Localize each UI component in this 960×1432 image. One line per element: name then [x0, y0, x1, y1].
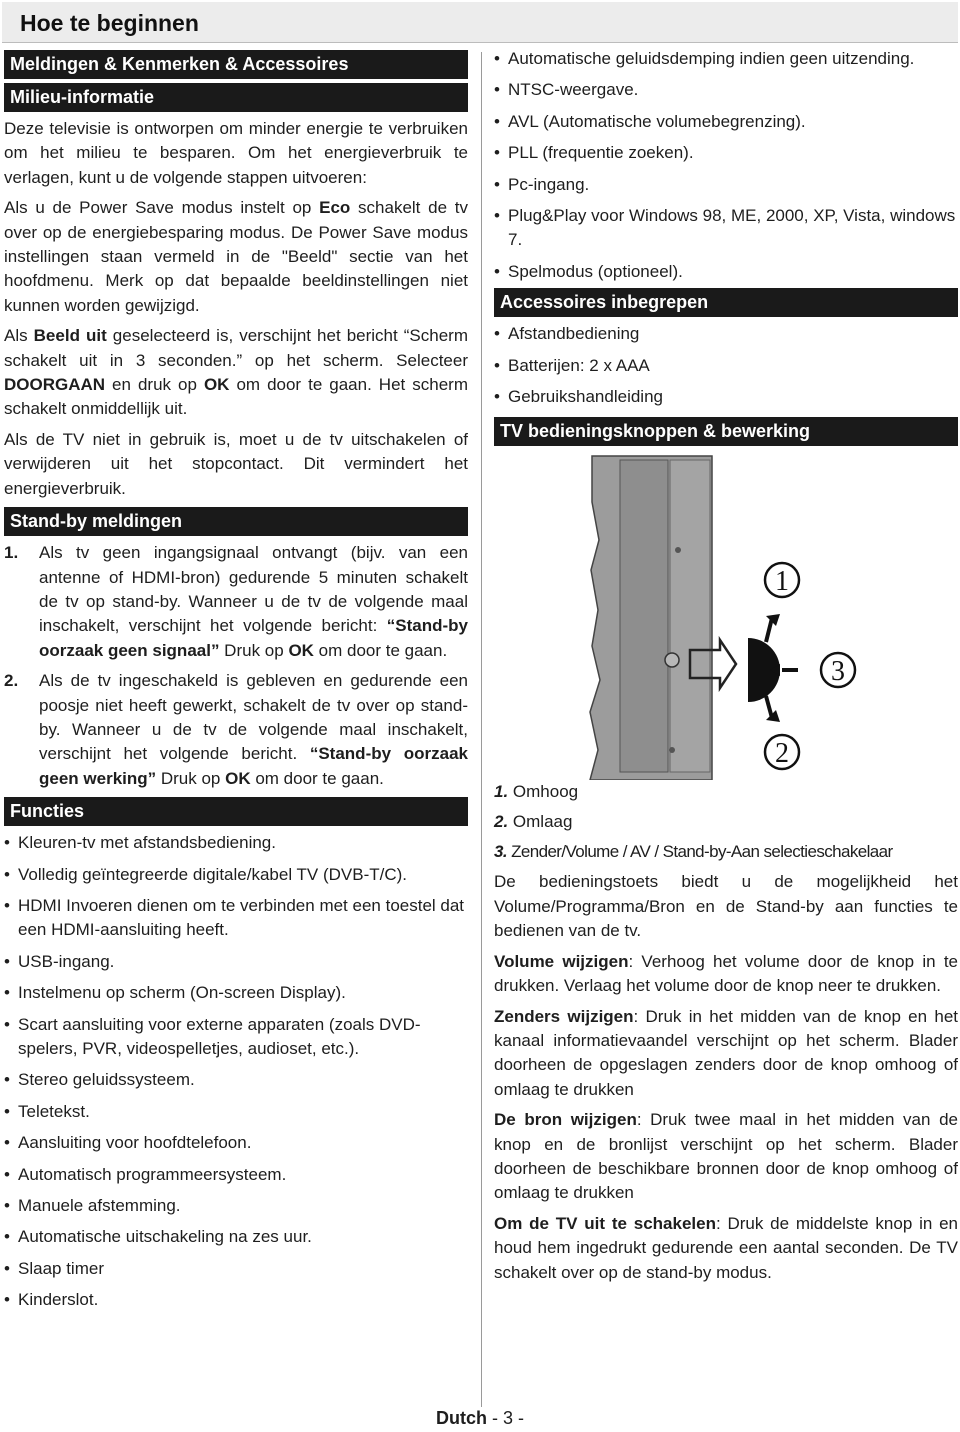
controls-intro: De bedieningstoets biedt u de mogelijkheid het Volume/Programma/Bron en de Stand-by aan functies te bedienen van de tv.: [494, 872, 958, 941]
diagram-caption: 1. Omhoog: [494, 782, 579, 802]
function-item: • Instelmenu op scherm (On-screen Display).: [4, 981, 468, 1005]
diagram-captions: [494, 780, 958, 864]
column-divider: [481, 52, 482, 1407]
function-item: • Volledig geïntegreerde digitale/kabel TV (DVB-T/C).: [4, 863, 468, 887]
function-item: • Spelmodus (optioneel).: [494, 260, 958, 284]
accessory-item: • Gebruikshandleiding: [494, 385, 958, 409]
source-paragraph: De bron wijzigen: Druk twee maal in het midden van de knop en de bronlijst verschijnt op het scherm. Blader doorheen de beschikbare bronnen door de knop omhoog of omlaag te drukken: [494, 1110, 958, 1203]
env-paragraph-1: Deze televisie is ontworpen om minder energie te verbruiken om het milieu te besparen. Om het energieverbruik te verlagen, kunt u de volgende stappen uitvoeren:: [4, 119, 468, 187]
diagram-caption: 2. Omlaag: [494, 812, 573, 832]
diagram-label-3: 3: [831, 656, 845, 688]
env-paragraph-3: Als Beeld uit geselecteerd is, verschijnt het bericht “Scherm schakelt uit in 3 seconden.” op het scherm. Selecteer DOORGAAN en druk op OK om door te gaan. Het scherm schakelt onmiddellijk uit.: [4, 326, 469, 419]
function-item: • Teletekst.: [4, 1100, 468, 1124]
env-paragraph-4: Als de TV niet in gebruik is, moet u de tv uitschakelen of verwijderen uit het stopcontact. Dit vermindert het energieverbruik.: [4, 429, 468, 498]
env-paragraph-2: Als u de Power Save modus instelt op Eco schakelt de tv over op de energiebesparing modus. De Power Save modus instellingen staan vermeld in de "Beeld" sectie van het hoofdmenu. Merk op dat bepaalde beeldinstellingen niet kunnen worden gewijzigd.: [4, 198, 469, 315]
accessory-item: • Afstandbediening: [494, 322, 958, 346]
function-item: • NTSC-weergave.: [494, 78, 958, 102]
function-item: • Stereo geluidssysteem.: [4, 1068, 468, 1092]
volume-paragraph: Volume wijzigen: Verhoog het volume door de knop in te drukken. Verlaag het volume door de knop neer te drukken.: [494, 951, 958, 996]
function-item: • Automatische uitschakeling na zes uur.: [4, 1225, 468, 1249]
accessory-item: • Batterijen: 2 x AAA: [494, 354, 958, 378]
functions-list: [4, 831, 468, 1313]
function-item: • Pc-ingang.: [494, 173, 958, 197]
function-item: • Manuele afstemming.: [4, 1194, 468, 1218]
diagram-caption: 3. Zender/Volume / AV / Stand-by-Aan selectieschakelaar: [494, 842, 893, 862]
section-header-functions: Functies: [4, 797, 468, 826]
footer-page-number: - 3 -: [492, 1408, 525, 1428]
page-header: [2, 2, 958, 43]
function-item: • Kinderslot.: [4, 1288, 468, 1312]
standby-item-2: 2. Als de tv ingeschakeld is gebleven en gedurende een poosje niet heeft gewerkt, schakelt de tv over op stand-by. Wanneer u de tv de volgende maal inschakelt, verschijnt het volgende bericht. “Stand-by oorzaak geen werking” Druk op OK om door te gaan.: [4, 671, 468, 788]
section-header-tv-controls: TV bedieningsknoppen & bewerking: [494, 417, 958, 446]
function-item: • Aansluiting voor hoofdtelefoon.: [4, 1131, 468, 1155]
channel-paragraph: Zenders wijzigen: Druk in het midden van de knop en het kanaal informatievaandel verschijnt op het scherm. Blader doorheen de opgeslagen zenders door de knop omhoog of omlaag te drukken: [494, 1006, 958, 1099]
function-item: • HDMI Invoeren dienen om te verbinden met een toestel dat een HDMI-aansluiting heeft.: [4, 894, 468, 943]
tv-control-illustration: [494, 450, 958, 780]
section-header-main: Meldingen & Kenmerken & Accessoires: [4, 50, 468, 79]
page-title: Hoe te beginnen: [20, 10, 199, 36]
function-item: • PLL (frequentie zoeken).: [494, 141, 958, 165]
diagram-label-2: 2: [775, 738, 789, 770]
function-item: • Automatische geluidsdemping indien geen uitzending.: [494, 47, 958, 71]
right-column: [494, 47, 958, 1291]
function-item: • Automatisch programmeersysteem.: [4, 1163, 468, 1187]
diagram-label-1: 1: [775, 566, 789, 598]
section-header-standby: Stand-by meldingen: [4, 507, 468, 536]
standby-item-1: 1. Als tv geen ingangsignaal ontvangt (bijv. van een antenne of HDMI-bron) gedurende 5 minuten schakelt de tv op stand-by. Wanneer u de tv de volgende maal inschakelt, verschijnt het volgende bericht: “Stand-by oorzaak geen signaal” Druk op OK om door te gaan.: [4, 543, 468, 660]
function-item: • Plug&Play voor Windows 98, ME, 2000, XP, Vista, windows 7.: [494, 204, 958, 253]
left-column: [4, 50, 468, 1320]
function-item: • Slaap timer: [4, 1257, 468, 1281]
function-item: • Scart aansluiting voor externe apparaten (zoals DVD-spelers, PVR, videospelletjes, audioset, etc.).: [4, 1013, 468, 1062]
function-item: • USB-ingang.: [4, 950, 468, 974]
tv-control-diagram: [494, 450, 958, 780]
section-header-environment: Milieu-informatie: [4, 83, 468, 112]
function-item: • Kleuren-tv met afstandsbediening.: [4, 831, 468, 855]
footer-language: Dutch: [435, 1408, 487, 1428]
accessories-list: [494, 322, 958, 409]
page-footer: [0, 1408, 960, 1429]
power-off-paragraph: Om de TV uit te schakelen: Druk de middelste knop in en houd hem ingedrukt gedurende een aantal seconden. De TV schakelt over op de stand-by modus.: [494, 1213, 959, 1282]
function-item: • AVL (Automatische volumebegrenzing).: [494, 110, 958, 134]
functions-list-continued: [494, 47, 958, 284]
section-header-accessories: Accessoires inbegrepen: [494, 288, 958, 317]
